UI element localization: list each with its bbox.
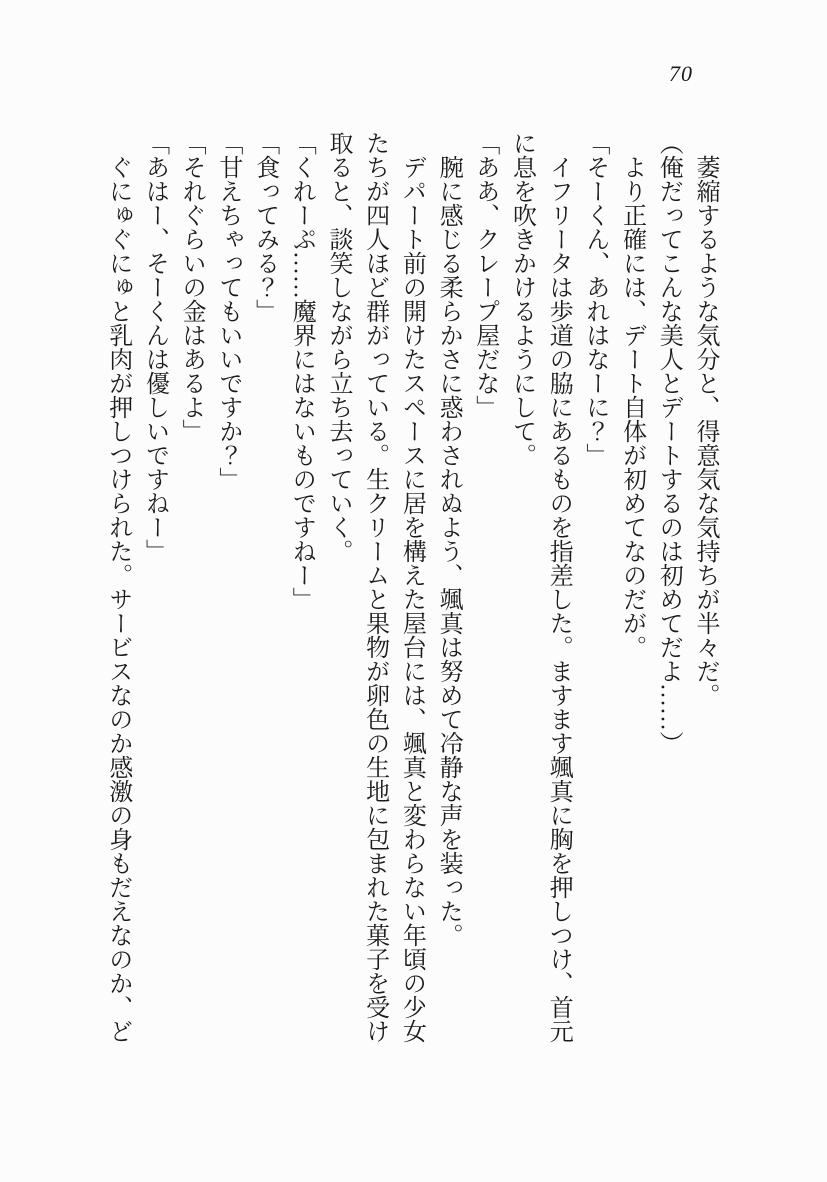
page-number: 70 <box>669 61 693 86</box>
text-line: 腕に感じる柔らかさに惑わされぬよう、颯真は努めて冷静な声を装った。 <box>435 131 462 947</box>
text-line: たちが四人ほど群がっている。生クリームと果物が卵色の生地に包まれた菓子を受け <box>361 131 388 1043</box>
text-line: ぐにゅぐにゅと乳肉が押しつけられた。サービスなのか感激の身もだえなのか、ど <box>104 131 131 1043</box>
text-line: より正確には、デート自体が初めてなのだが。 <box>618 131 645 659</box>
text-line: 「そーくん、あれはなーに？」 <box>581 131 608 467</box>
text-line: 「ああ、クレープ屋だな」 <box>471 131 498 419</box>
text-line: 取ると、談笑しながら立ち去っていく。 <box>324 131 351 563</box>
page-text-block <box>99 131 723 1061</box>
text-line: に息を吹きかけるようにして。 <box>508 131 535 467</box>
text-line: （俺だってこんな美人とデートするのは初めてだよ……） <box>655 131 682 755</box>
text-line: イフリータは歩道の脇にあるものを指差した。ますます颯真に胸を押しつけ、首元 <box>545 131 572 1043</box>
text-line: 「それぐらいの金はあるよ」 <box>178 131 205 443</box>
text-line: 「甘えちゃってもいいですか？」 <box>214 131 241 491</box>
text-line: 「あはー、そーくんは優しいですねー」 <box>141 131 168 563</box>
text-line: デパート前の開けたスペースに居を構えた屋台には、颯真と変わらない年頃の少女 <box>398 131 425 1043</box>
text-line: 「くれーぷ……魔界にはないものですねー」 <box>288 131 315 611</box>
text-line: 「食ってみる？」 <box>251 131 278 323</box>
text-line: 萎縮するような気分と、得意気な気持ちが半々だ。 <box>692 131 718 707</box>
